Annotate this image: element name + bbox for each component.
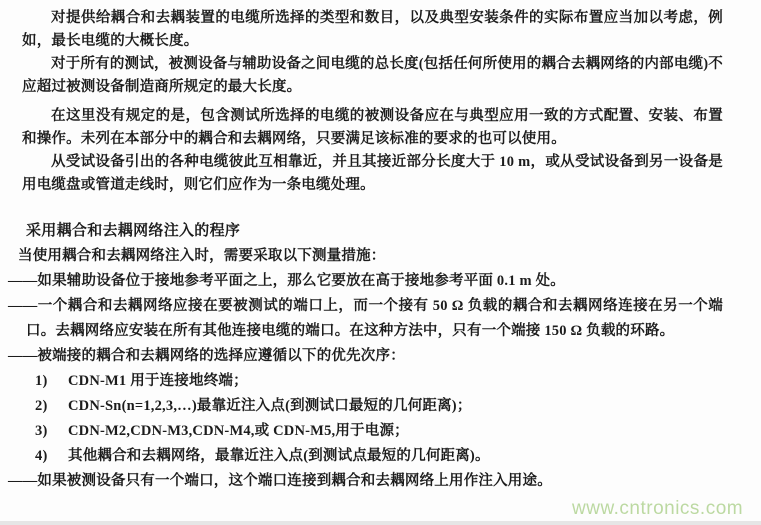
priority-list [22,369,723,469]
list-item [35,419,723,444]
list-item [35,394,723,419]
list-item-text: CDN-M1 用于连接地终端； [68,373,248,389]
watermark: www.cntronics.com [572,498,744,519]
paragraph: 在这里没有规定的是，包含测试所选择的电缆的被测设备应在与典型应用一致的方式配置、安装、布置和操作。未列在本部分中的耦合和去耦网络，只要满足该标准的要求的也可以使用。 [22,108,723,147]
paragraph: 对提供给耦合和去耦装置的电缆所选择的类型和数目，以及典型安装条件的实际布置应当加以考虑，例如，最长电缆的大概长度。 [22,10,723,49]
list-item-text: CDN-Sn(n=1,2,3,…)最靠近注入点(到测试口最短的几何距离)； [68,398,472,414]
list-item-number: 2) [35,398,48,414]
list-item-text: 其他耦合和去耦网络，最靠近注入点(到测试点最短的几何距离)。 [68,448,490,464]
paragraph: 从受试设备引出的各种电缆彼此互相靠近，并且其接近部分长度大于 10 m，或从受试设备到另一设备是用电缆盘或管道走线时，则它们应作为一条电缆处理。 [22,154,723,193]
paragraph: 对于所有的测试，被测设备与辅助设备之间电缆的总长度(包括任何所使用的耦合去耦网络的内部电缆)不应超过被测设备制造商所规定的最大长度。 [22,56,723,95]
list-item [35,369,723,394]
dash-item: ——如果被测设备只有一个端口，这个端口连接到耦合和去耦网络上用作注入用途。 [8,473,552,489]
dash-item: ——被端接的耦合和去耦网络的选择应遵循以下的优先次序： [8,348,405,364]
list-item-number: 3) [35,423,48,439]
scan-edge-artifact [0,521,761,525]
section-heading: 采用耦合和去耦网络注入的程序 [26,223,241,239]
section-intro: 当使用耦合和去耦网络注入时，需要采取以下测量措施： [18,248,386,264]
list-item [35,444,723,469]
dash-item: ——一个耦合和去耦网络应接在要被测试的端口上，而一个接有 50 Ω 负载的耦合和去耦网络连接在另一个端口。去耦网络应安装在所有其他连接电缆的端口。在这种方法中，只有一个端接 150 Ω 负载的环路。 [8,298,723,339]
procedure-section [8,219,723,494]
dash-item: ——如果辅助设备位于接地参考平面之上，那么它要放在高于接地参考平面 0.1 m 处。 [8,273,565,289]
list-item-text: CDN-M2,CDN-M3,CDN-M4,或 CDN-M5,用于电源； [68,423,409,439]
list-item-number: 1) [35,373,48,389]
list-item-number: 4) [35,448,48,464]
